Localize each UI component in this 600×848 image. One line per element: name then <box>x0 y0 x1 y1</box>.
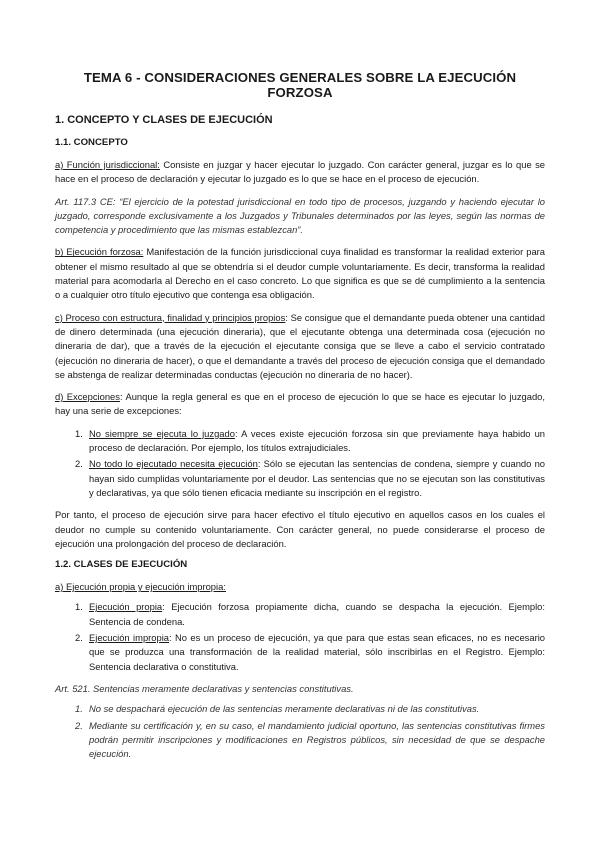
list-item <box>55 600 545 629</box>
list-item <box>55 719 545 762</box>
list-number: 1. <box>75 427 83 439</box>
paragraph-text: : Se consigue que el demandante pueda obtener una cantidad de dinero determinada (una ejecución dineraria), que el ejecutante obtenga una determinada cosa (ejecución no dineraria de dar), que a través de la ejecución el ejecutante consiga que se lleve a cabo el servicio contratado (ejecución no dineraria de hacer), o que el demandante a través del proceso de ejecución consiga que el demandado se abstenga de realizar determinadas conductas (ejecución no dineraria de no hacer). <box>55 311 545 380</box>
article-521-title: Art. 521. Sentencias meramente declarativas y sentencias constitutivas. <box>55 682 354 694</box>
section-heading: 1. CONCEPTO Y CLASES DE EJECUCIÓN <box>55 114 273 126</box>
paragraph-text: : Aunque la regla general es que en el proceso de ejecución lo que se hace es ejecutar lo juzgado, hay una serie de excepciones: <box>55 391 545 417</box>
list-item-text: Mediante su certificación y, en su caso, el mandamiento judicial oportuno, las sentencias constitutivas firmes podrán permitir inscripciones y modificaciones en Registros públicos, sin necesidad de que se despache ejecución. <box>89 719 545 760</box>
list-number: 1. <box>75 601 83 613</box>
paragraph-ejecucion-forzosa <box>55 245 545 302</box>
paragraph-text: Manifestación de la función jurisdiccional cuya finalidad es transformar la realidad exterior para obtener el mismo resultado al que se obtendría si el deudor cumple voluntariamente. Es decir, transforma la realidad material para acomodarla al Derecho en el caso concreto. Lo que significa es que se dé cumplimiento a la sentencia o a cualquier otro título ejecutivo que contenga esa obligación. <box>55 246 545 301</box>
list-item-text: : A veces existe ejecución forzosa sin que previamente haya habido un proceso de declaración. Por ejemplo, los títulos extrajudiciales. <box>89 427 545 454</box>
list-number: 2. <box>75 458 83 470</box>
paragraph-proceso-estructura <box>55 311 545 382</box>
exceptions-list <box>55 427 545 500</box>
paragraph-funcion-jurisdiccional <box>55 158 545 187</box>
list-item <box>55 631 545 674</box>
document-title: TEMA 6 - CONSIDERACIONES GENERALES SOBRE LA EJECUCIÓN FORZOSA <box>83 70 517 100</box>
list-number: 2. <box>75 632 83 644</box>
subheading-text: a) Ejecución propia y ejecución impropia: <box>55 581 226 593</box>
paragraph-excepciones <box>55 390 545 419</box>
article-521-list <box>55 702 545 761</box>
list-number: 1. <box>75 703 83 715</box>
classes-list <box>55 600 545 673</box>
list-item-label: No siempre se ejecuta lo juzgado <box>89 427 235 439</box>
term-label: d) Excepciones <box>55 391 120 403</box>
paragraph-text: Consiste en juzgar y hacer ejecutar lo juzgado. Con carácter general, juzgar es lo que se hace en el proceso de declaración y ejecutar lo juzgado es lo que se hace en el proceso de ejecución. <box>55 159 546 185</box>
list-item-text: : Sólo se ejecutan las sentencias de condena, siempre y cuando no hayan sido cumplidas voluntariamente por el deudor. Las sentencias que no se ejecutan son las constitutivas y declarativas, ya que sólo tienen eficacia mediante su inscripción en el registro. <box>89 458 545 498</box>
list-item-text: No se despachará ejecución de las sentencias meramente declarativas ni de las constitutivas. <box>89 703 480 715</box>
list-number: 2. <box>75 719 83 731</box>
list-item <box>55 427 545 456</box>
term-label: b) Ejecución forzosa: <box>55 246 144 258</box>
list-item-label: No todo lo ejecutado necesita ejecución <box>89 458 258 470</box>
list-item-label: Ejecución impropia <box>89 632 170 644</box>
subsection-heading-concepto: 1.1. CONCEPTO <box>55 137 128 148</box>
term-label: c) Proceso con estructura, finalidad y principios propios <box>55 311 286 323</box>
list-item <box>55 702 545 716</box>
list-item-label: Ejecución propia <box>89 601 163 613</box>
list-item-text: : Ejecución forzosa propiamente dicha, cuando se despacha la ejecución. Ejemplo: Sentencia de condena. <box>89 601 545 627</box>
list-item-text: : No es un proceso de ejecución, ya que para que estas sean eficaces, no es necesario que se produzca una transformación de la realidad material, sólo inscribirlas en el Registro. Ejemplo: Sentencia declarativa o constitutiva. <box>89 632 546 672</box>
list-item <box>55 457 545 500</box>
term-label: a) Función jurisdiccional: <box>55 159 160 170</box>
subsection-heading-clases: 1.2. CLASES DE EJECUCIÓN <box>55 559 188 571</box>
subheading-ejecucion-propia-impropia <box>55 580 545 594</box>
paragraph-conclusion: Por tanto, el proceso de ejecución sirve para hacer efectivo el título ejecutivo en aquellos casos en los cuales el deudor no cumple su contenido voluntariamente. Con carácter general, no puede considerarse el proceso de ejecución una prolongación del proceso de declaración. <box>55 509 545 549</box>
quote-art-117: Art. 117.3 CE: “El ejercicio de la potestad jurisdiccional en todo tipo de procesos, juzgando y haciendo ejecutar lo juzgado, corresponde exclusivamente a los Juzgados y Tribunales determinados por las leyes, según las normas de competencia y procedimiento que las mismas establezcan”. <box>55 195 545 236</box>
